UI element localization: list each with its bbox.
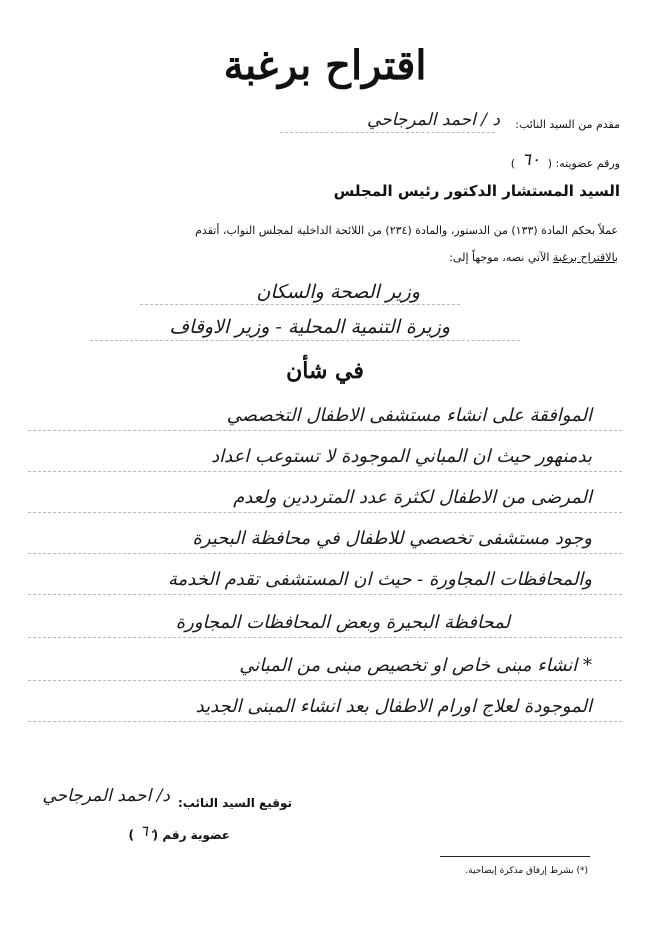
- membership-close: ): [510, 157, 515, 170]
- ruled-line: [28, 512, 622, 513]
- addressee: السيد المستشار الدكتور رئيس المجلس: [333, 182, 620, 200]
- recipient-1-line: [140, 304, 460, 305]
- membership-no-value: ٦٠: [139, 822, 156, 840]
- intro-line-2: [449, 251, 618, 264]
- ruled-line: [28, 594, 622, 595]
- ruled-line: [28, 471, 622, 472]
- ruled-line: [28, 721, 622, 722]
- intro-prefix: بالاقتراح برغبة: [552, 251, 618, 264]
- body-line: بدمنهور حيث ان المباني الموجودة لا تستوعب اعداد: [211, 446, 592, 467]
- footnote: (*) بشرط إرفاق مذكرة إيضاحية.: [465, 866, 588, 876]
- body-line: والمحافظات المجاورة - حيث ان المستشفى تقدم الخدمة: [168, 569, 592, 590]
- recipient-1: وزير الصحة والسكان: [256, 281, 420, 303]
- signature-value: د/ احمد المرجاحي: [42, 786, 170, 806]
- subject-heading: في شأن: [286, 358, 364, 384]
- ruled-line: [28, 553, 622, 554]
- membership-value: ٦٠: [521, 150, 540, 170]
- body-line: لمحافظة البحيرة وبعض المحافظات المجاورة: [175, 612, 510, 633]
- document-title: اقتراح برغبة: [223, 42, 427, 89]
- membership-no-close: ): [128, 828, 134, 842]
- submitted-by-dotted-line: [280, 132, 495, 133]
- intro-line-1: عملاً بحكم المادة (١٣٣) من الدستور، والمادة (٢٣٤) من اللائحة الداخلية لمجلس النواب، أتقدم: [195, 224, 618, 237]
- body-line: الموافقة على انشاء مستشفى الاطفال التخصصي: [226, 405, 592, 426]
- membership-label: ورقم عضويته: (: [547, 157, 620, 170]
- intro-suffix: الآتي نصه، موجهاً إلى:: [449, 251, 553, 264]
- recipient-2: وزيرة التنمية المحلية - وزير الاوقاف: [169, 316, 450, 338]
- membership-no-label: عضوية رقم (: [152, 828, 230, 842]
- submitted-by-value: د / احمد المرجاحي: [367, 110, 500, 130]
- footnote-separator: [440, 856, 590, 857]
- body-line: الموجودة لعلاج اورام الاطفال بعد انشاء المبنى الجديد: [195, 696, 592, 717]
- ruled-line: [28, 637, 622, 638]
- recipient-2-line: [90, 340, 520, 341]
- submitted-by-label: مقدم من السيد النائب:: [515, 118, 620, 131]
- signature-label: توقيع السيد النائب:: [177, 796, 292, 810]
- ruled-line: [28, 680, 622, 681]
- ruled-line: [28, 430, 622, 431]
- body-line: وجود مستشفى تخصصي للاطفال في محافظة البحيرة: [192, 528, 592, 549]
- body-line: المرضى من الاطفال لكثرة عدد المترددين ولعدم: [233, 487, 592, 508]
- body-line: * انشاء مبنى خاص او تخصيص مبنى من المباني: [239, 655, 592, 676]
